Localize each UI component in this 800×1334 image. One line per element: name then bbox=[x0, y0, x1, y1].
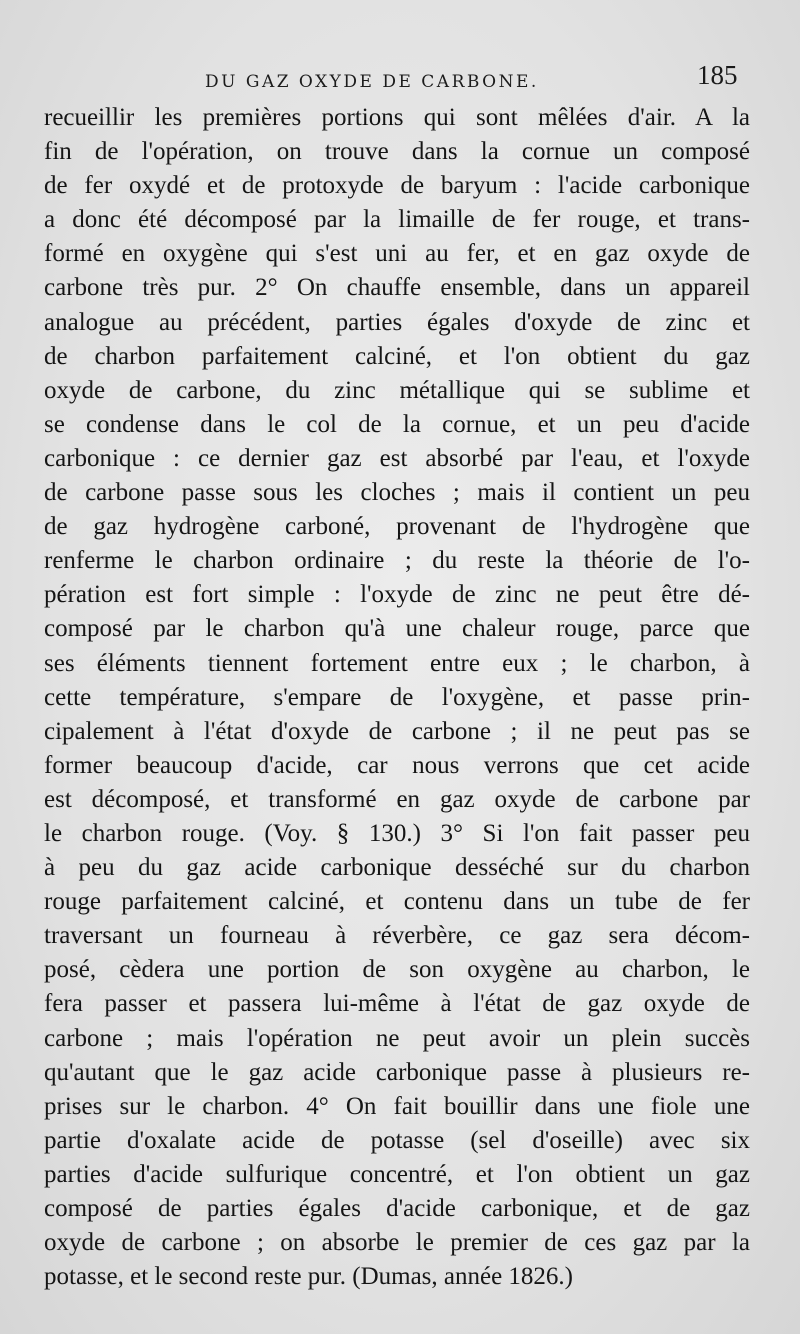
text-line: partie d'oxalate acide de potasse (sel d'oseille) avec six bbox=[44, 1126, 750, 1154]
text-line: fera passer et passera lui-même à l'état de gaz oxyde de bbox=[44, 990, 750, 1018]
text-line: de gaz hydrogène carboné, provenant de l'hydrogène que bbox=[44, 513, 750, 541]
text-line: formé en oxygène qui s'est uni au fer, et en gaz oxyde de bbox=[44, 240, 750, 268]
text-line: pération est fort simple : l'oxyde de zinc ne peut être dé- bbox=[44, 581, 750, 609]
text-line: a donc été décomposé par la limaille de fer rouge, et trans- bbox=[44, 206, 750, 234]
text-line: oxyde de carbone, du zinc métallique qui se sublime et bbox=[44, 376, 750, 404]
body-text bbox=[44, 101, 750, 1294]
text-line: est décomposé, et transformé en gaz oxyde de carbone par bbox=[44, 785, 750, 813]
text-line: carbone très pur. 2° On chauffe ensemble, dans un appareil bbox=[44, 274, 750, 302]
text-line: analogue au précédent, parties égales d'oxyde de zinc et bbox=[44, 308, 750, 336]
text-line: prises sur le charbon. 4° On fait bouillir dans une fiole une bbox=[44, 1092, 750, 1120]
text-line: recueillir les premières portions qui sont mêlées d'air. A la bbox=[44, 104, 750, 131]
text-line: renferme le charbon ordinaire ; du reste la théorie de l'o- bbox=[44, 547, 750, 575]
text-line: rouge parfaitement calciné, et contenu dans un tube de fer bbox=[44, 888, 750, 916]
text-line: cipalement à l'état d'oxyde de carbone ; il ne peut pas se bbox=[44, 717, 750, 745]
text-line: former beaucoup d'acide, car nous verrons que cet acide bbox=[44, 751, 750, 779]
text-line: ses éléments tiennent fortement entre eux ; le charbon, à bbox=[44, 649, 750, 677]
text-line: le charbon rouge. (Voy. § 130.) 3° Si l'on fait passer peu bbox=[44, 819, 750, 847]
text-line: de carbone passe sous les cloches ; mais il contient un peu bbox=[44, 479, 750, 507]
page-number: 185 bbox=[697, 60, 738, 90]
text-line: cette température, s'empare de l'oxygène, et passe prin- bbox=[44, 683, 750, 711]
text-line: carbone ; mais l'opération ne peut avoir un plein succès bbox=[44, 1024, 750, 1052]
text-line: composé par le charbon qu'à une chaleur rouge, parce que bbox=[44, 615, 750, 643]
text-line: à peu du gaz acide carbonique desséché sur du charbon bbox=[44, 854, 750, 882]
text-line: parties d'acide sulfurique concentré, et l'on obtient un gaz bbox=[44, 1160, 750, 1188]
text-line: de charbon parfaitement calciné, et l'on obtient du gaz bbox=[44, 342, 750, 370]
text-line: qu'autant que le gaz acide carbonique passe à plusieurs re- bbox=[44, 1058, 750, 1086]
text-line: se condense dans le col de la cornue, et un peu d'acide bbox=[44, 410, 750, 438]
text-line: oxyde de carbone ; on absorbe le premier de ces gaz par la bbox=[44, 1229, 750, 1257]
text-line: carbonique : ce dernier gaz est absorbé par l'eau, et l'oxyde bbox=[44, 444, 750, 472]
text-line: composé de parties égales d'acide carbonique, et de gaz bbox=[44, 1195, 750, 1222]
text-line: potasse, et le second reste pur. (Dumas, année 1826.) bbox=[44, 1263, 574, 1291]
text-line: traversant un fourneau à réverbère, ce gaz sera décom- bbox=[44, 922, 750, 950]
text-line: posé, cèdera une portion de son oxygène au charbon, le bbox=[44, 956, 750, 984]
text-line: de fer oxydé et de protoxyde de baryum : l'acide carbonique bbox=[44, 172, 750, 200]
text-line: fin de l'opération, on trouve dans la cornue un composé bbox=[44, 138, 750, 166]
running-title: DU GAZ OXYDE DE CARBONE. bbox=[205, 72, 539, 92]
page-header bbox=[0, 58, 800, 98]
